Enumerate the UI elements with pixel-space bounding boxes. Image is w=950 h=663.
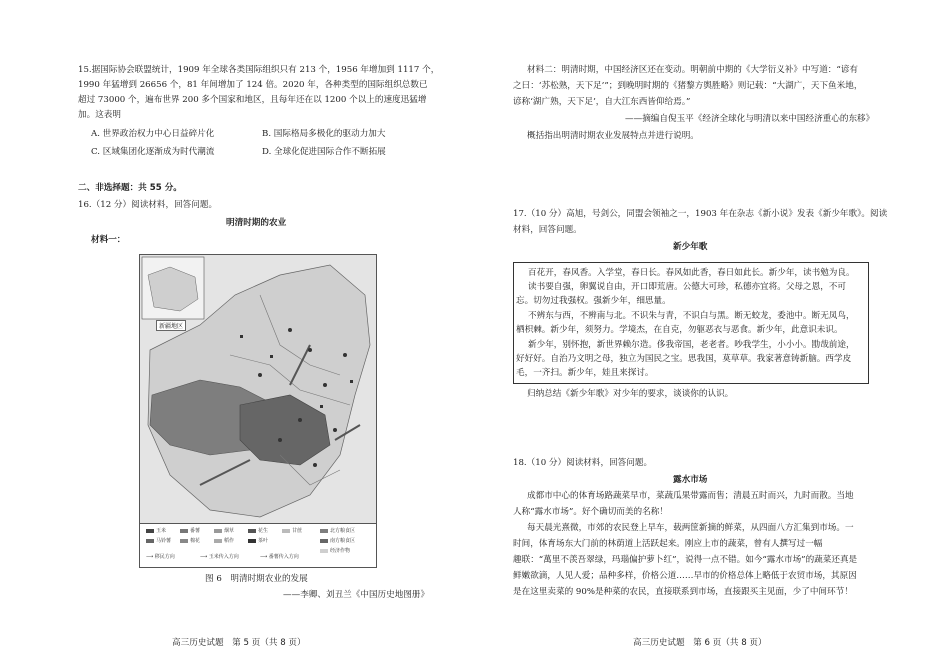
poem-box	[513, 262, 869, 384]
poem-line: 新少年，别怀抱，新世界赖尔造。侈我帝国，老老者。吵我学生，小小小。勖哉前途，	[528, 340, 855, 350]
material-2-line2: 之曰：‘苏松熟，天下足’”；到晚明时期的《猪黎方舆胜略》则记载：“大湖广，天下鱼米地，	[513, 81, 863, 91]
page-footer-left: 高三历史试题 第 5 页（共 8 页）	[172, 638, 306, 648]
q15-line1: 15.据国际协会联盟统计，1909 年全球各类国际组织只有 213 个，1956 年增加到 1117 个，	[78, 65, 440, 75]
legend-cash-crop: 经济作物	[330, 548, 351, 554]
q15-option-d: D. 全球化促进国际合作不断拓展	[262, 147, 386, 157]
legend-potato: 马铃薯	[156, 538, 172, 544]
legend-rice: 稻作	[224, 538, 235, 544]
material-1-label: 材料一：	[91, 235, 126, 245]
legend-south-grain: 南方粮食区	[330, 538, 356, 544]
q15-line3: 超过 73000 个，遍布世界 200 多个国家和地区，且每年还在以 1200 个以上的速度迅猛增	[78, 95, 427, 105]
q18-paragraph-line: 是在这里卖菜的 90%是种菜的农民，直接联系到市场，直接跟买主见面，少了中间环节！	[513, 587, 853, 597]
figure-caption: 图 6 明清时期农业的发展	[205, 574, 308, 584]
q15-option-b: B. 国际格局多极化的驱动力加大	[262, 129, 386, 139]
legend-sweet-potato-route: 番薯传入方向	[268, 554, 299, 560]
map-legend: 玉米 番薯 烟草 花生 甘蔗 马铃薯 棉花 稻作 茶叶 北方粮食区 南方粮食区 经济作物 ⟶ 移民方向 ⟶ 玉米传入方向 ⟶ 番薯传入方向	[140, 523, 376, 568]
q18-intro: 18.（10 分）阅读材料，回答问题。	[513, 458, 653, 468]
q18-title: 露水市场	[673, 475, 708, 485]
q18-paragraph-line: 成都市中心的体育场路蔬菜早市，菜蔬瓜果带露而售；清晨五时而兴，九时而散。当地	[527, 491, 854, 501]
legend-cotton: 棉花	[190, 538, 201, 544]
q16-intro: 16.（12 分）阅读材料，回答问题。	[78, 200, 218, 210]
map-figure	[140, 255, 376, 523]
legend-tea: 茶叶	[258, 538, 269, 544]
legend-sugarcane: 甘蔗	[292, 528, 303, 534]
agriculture-map	[139, 254, 377, 568]
map-source: ——李卿、刘丑兰《中国历史地图册》	[283, 590, 430, 600]
q17-line2: 材料，回答问题。	[513, 225, 582, 235]
poem-line: 毛，一齐扫。新少年，娃且来探讨。	[516, 368, 654, 378]
legend-sweet-potato: 番薯	[190, 528, 201, 534]
q17-title: 新少年歌	[673, 242, 708, 252]
material-2-line3: 谚称‘湖广熟，天下足’，自大江东西皆仰给焉。”	[513, 97, 691, 107]
poem-line: 百花开，春风香。入学堂，春日长。春风如此香，春日如此长。新少年，读书勉为良。	[528, 268, 855, 278]
legend-migration: 移民方向	[154, 554, 175, 560]
q18-paragraph-line: 时间，体育场东大门前的林荫道上活跃起来。刚应上市的蔬菜，曾有人撰写过一幅	[513, 539, 823, 549]
q18-paragraph-line: 人称“露水市场”。好个确切而美的名称！	[513, 507, 668, 517]
poem-line: 不辨东与西，不辨南与北。不识朱与青，不识白与黑。断无蛟龙，委池中。断无凤鸟，	[528, 311, 855, 321]
legend-north-grain: 北方粮食区	[330, 528, 356, 534]
legend-tobacco: 烟草	[224, 528, 235, 534]
poem-line: 好好好。自治乃文明之母，独立为国民之宝。思我国，莫草草。我家著意铸新脑。西学皮	[516, 354, 852, 364]
q17-task: 归纳总结《新少年歌》对少年的要求，谈谈你的认识。	[527, 389, 734, 399]
q18-paragraph-line: 趣联：“萬里不羡吾翠绿，玛瑙偏护萝卜红”，说得一点不错。如今“露水市场”的蔬菜还真是	[513, 555, 858, 565]
q15-option-c: C. 区域集团化逐渐成为时代潮流	[91, 147, 215, 157]
q17-line1: 17.（10 分）高旭，号剑公，同盟会领袖之一，1903 年在杂志《新小说》发表《新少年歌》。阅读	[513, 209, 888, 219]
right-page	[475, 0, 950, 663]
q15-line2: 1990 年猛增到 26656 个，81 年间增加了 124 倍。2020 年，各种类型的国际组织总数已	[78, 80, 428, 90]
q18-paragraph-line: 鲜嫩欲滴，人见人爱；品种多样，价格公道……早市的价格总体上略低于农贸市场，其原因	[513, 571, 857, 581]
q16-task: 概括指出明清时期农业发展特点并进行说明。	[527, 131, 699, 141]
legend-peanut: 花生	[258, 528, 269, 534]
q18-paragraph-line: 每天晨光熹微，市郊的农民登上早车，载两筐新摘的鲜菜，从四面八方汇集到市场。一	[527, 523, 854, 533]
q16-title: 明清时期的农业	[226, 218, 287, 228]
poem-line: 栖枳棘。新少年，须努力。学境杰，在自克，勿躯恶衣与恶食。新少年，此意识未识。	[516, 325, 843, 335]
legend-corn: 玉米	[156, 528, 167, 534]
q15-option-a: A. 世界政治权力中心日益碎片化	[91, 129, 215, 139]
poem-line: 读书要自强，卵翼说自由，开口即荒唐。公德大可珍，私德亦宜将。父母之恩，不可	[528, 282, 846, 292]
material-2-source: ——摘编自倪玉平《经济全球化与明清以来中国经济重心的东移》	[625, 114, 875, 124]
q15-line4: 加。这表明	[78, 110, 121, 120]
xinjiang-inset-label: 新疆地区	[156, 320, 186, 331]
section-heading: 二、非选择题：共 55 分。	[78, 183, 182, 193]
poem-line: 忘。切勿过我强权。强新少年，细思量。	[516, 296, 671, 306]
legend-corn-route: 玉米传入方向	[208, 554, 239, 560]
page-footer-right: 高三历史试题 第 6 页（共 8 页）	[633, 638, 767, 648]
material-2-line1: 材料二：明清时期，中国经济区还在变动。明朝前中期的《大学衍义补》中写道：“谚有	[527, 65, 858, 75]
